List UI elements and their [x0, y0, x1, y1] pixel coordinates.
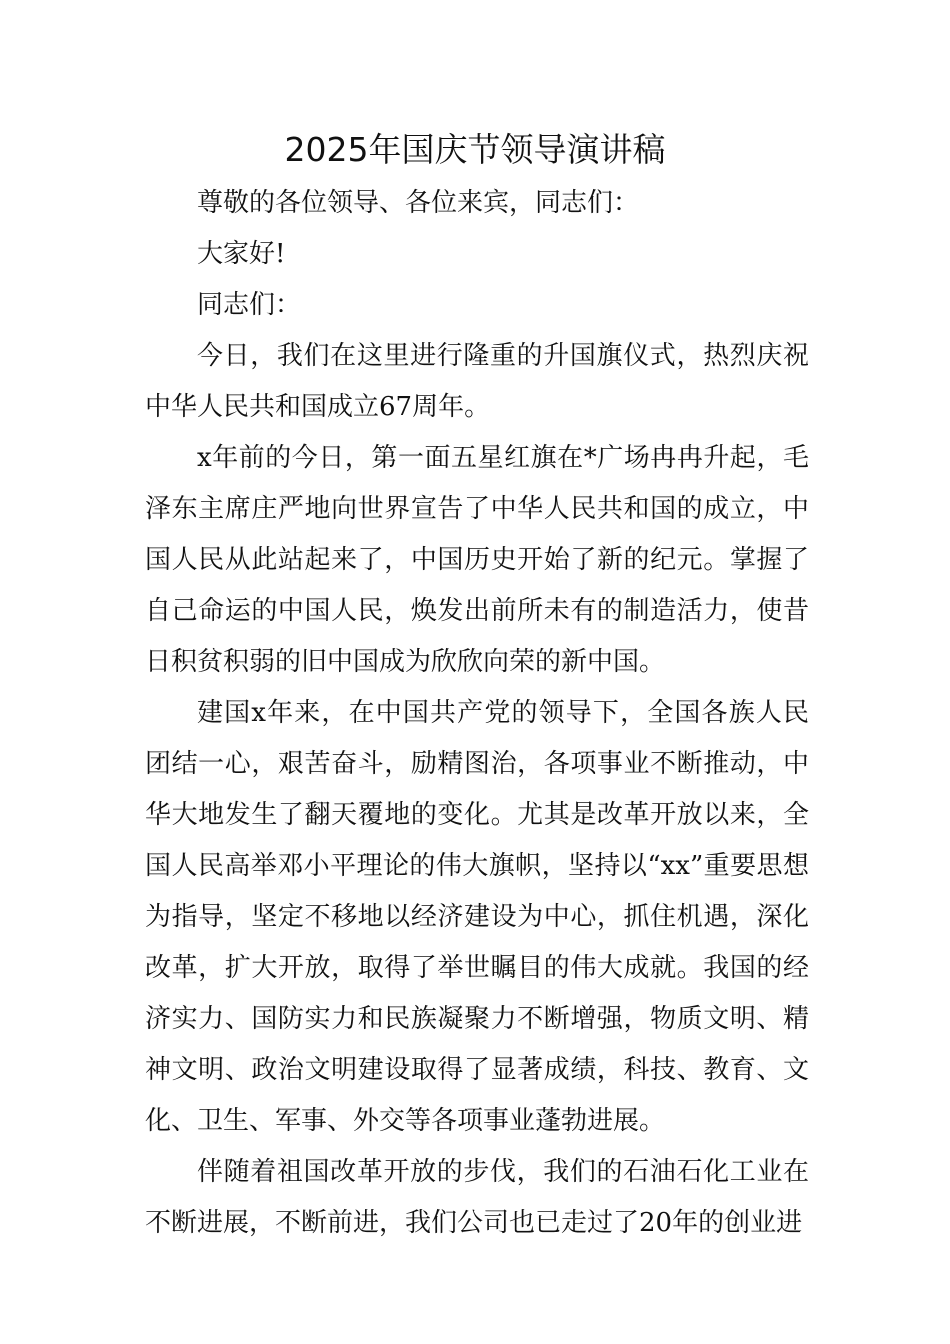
address-paragraph: 同志们： — [197, 290, 302, 320]
body-paragraph: x年前的今日，第一面五星红旗在*广场冉冉升起，毛泽东主席庄严地向世界宣告了中华人民共和国的成立，中国人民从此站起来了，中国历史开始了新的纪元。掌握了自己命运的中国人民，焕发出前所未有的制造活力，使昔日积贫积弱的旧中国成为欣欣向荣的新中国。 — [145, 443, 809, 677]
body-paragraph: 建国x年来，在中国共产党的领导下，全国各族人民团结一心，艰苦奋斗，励精图治，各项事业不断推动，中华大地发生了翻天覆地的变化。尤其是改革开放以来，全国人民高举邓小平理论的伟大旗帜，坚持以“xx”重要思想为指导，坚定不移地以经济建设为中心，抓住机遇，深化改革，扩大开放，取得了举世瞩目的伟大成就。我国的经济实力、国防实力和民族凝聚力不断增强，物质文明、精神文明、政治文明建设取得了显著成绩，科技、教育、文化、卫生、军事、外交等各项事业蓬勃进展。 — [145, 698, 809, 1136]
salutation-paragraph: 尊敬的各位领导、各位来宾，同志们： — [197, 188, 640, 218]
document-title: 2025年国庆节领导演讲稿 — [284, 130, 666, 169]
document-body — [145, 178, 809, 1249]
body-paragraph: 今日，我们在这里进行隆重的升国旗仪式，热烈庆祝中华人民共和国成立67周年。 — [145, 341, 809, 422]
body-paragraph: 伴随着祖国改革开放的步伐，我们的石油石化工业在不断进展，不断前进，我们公司也已走过了20年的创业进 — [145, 1157, 809, 1238]
greeting-paragraph: 大家好! — [197, 239, 286, 269]
